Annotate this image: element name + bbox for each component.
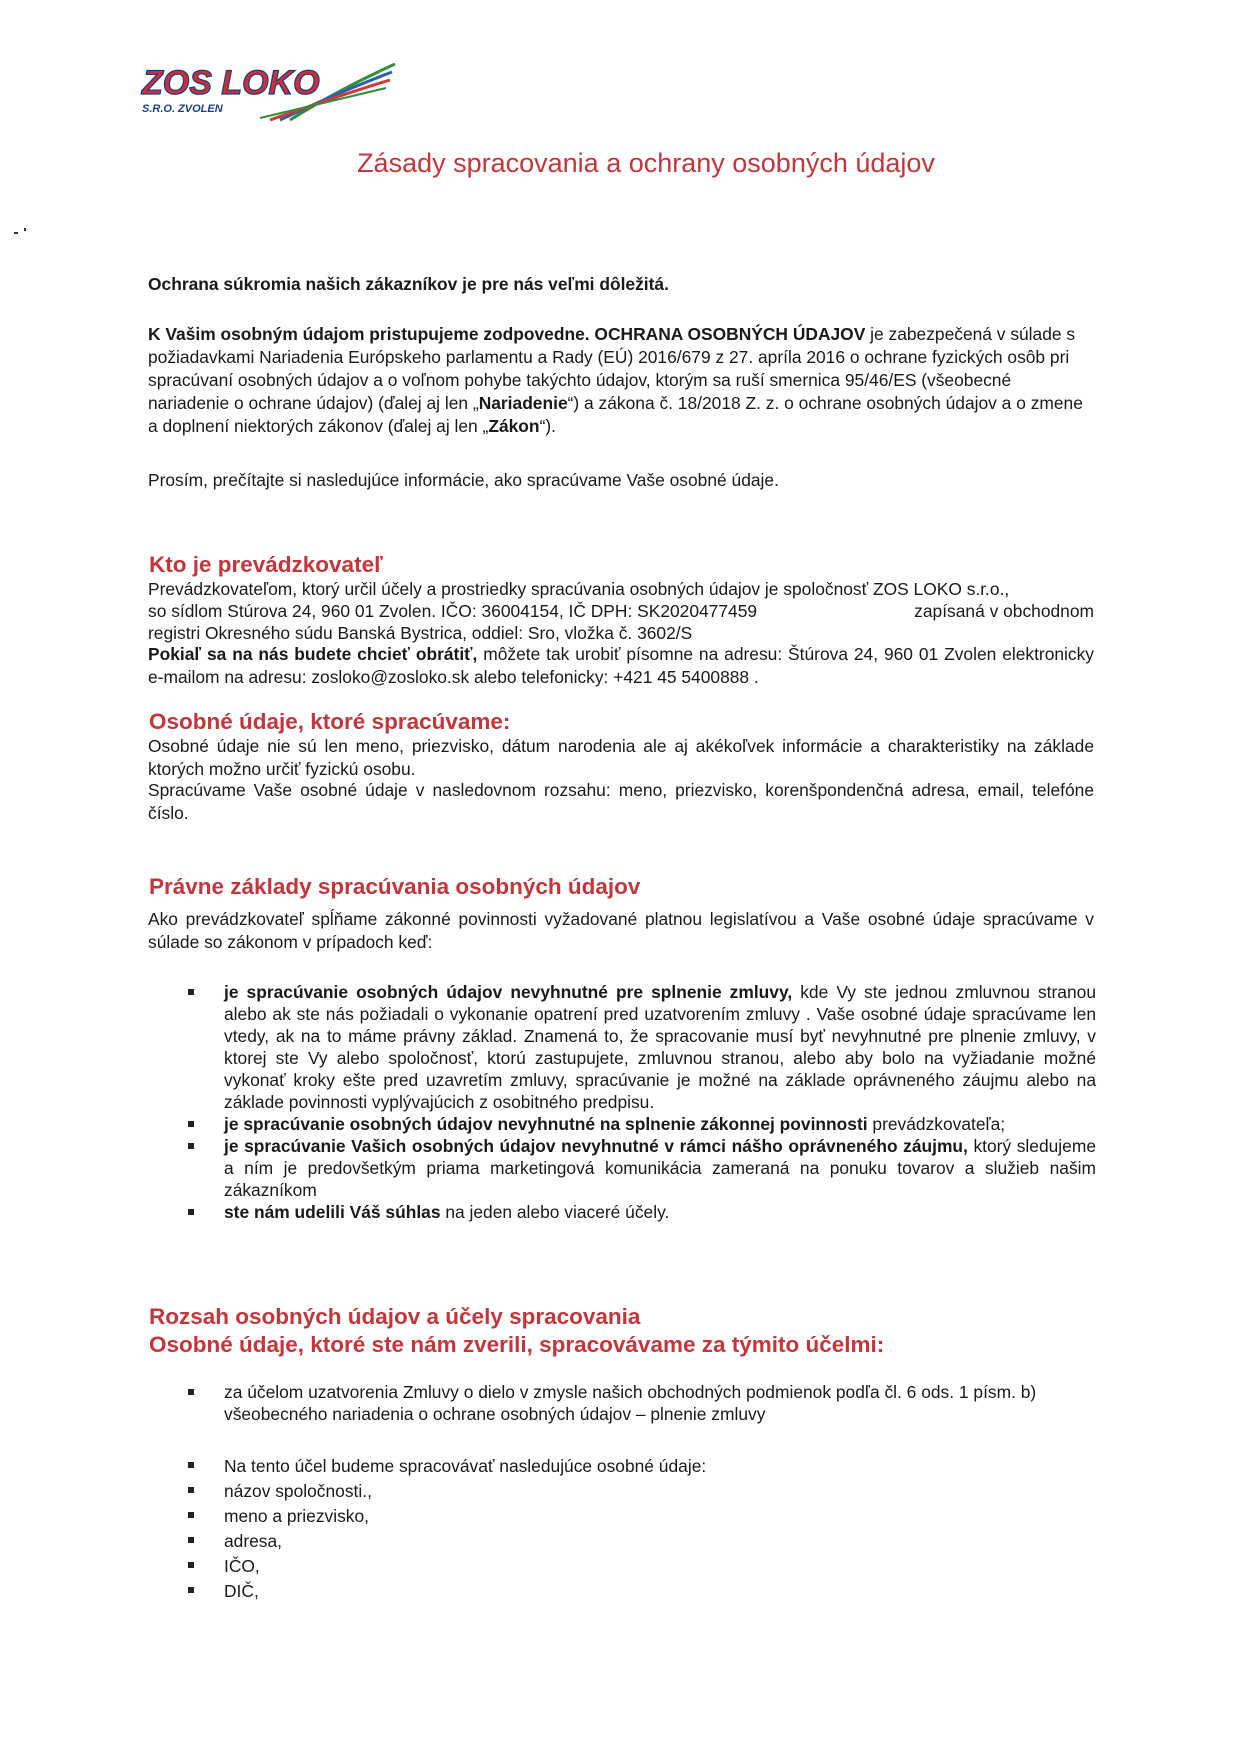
logo-subtitle-text: S.R.O. ZVOLEN [142, 103, 223, 115]
list-item: IČO, [186, 1554, 1096, 1579]
scope-data-list [186, 1454, 1096, 1604]
list-item [186, 1135, 1096, 1201]
logo-brand-text: ZOS LOKO [142, 64, 320, 102]
list-item-text: ktorý sledujeme a ním je predovšetkým priama marketingová komunikácia zameraná na ponuku tovarov a služieb našim zákazníkom [224, 1136, 1096, 1200]
scope-heading: Rozsah osobných údajov a účely spracovania [149, 1304, 641, 1329]
intro-bold-1: K Vašim osobným údajom pristupujeme zodpovedne. OCHRANA OSOBNÝCH ÚDAJOV [148, 324, 866, 344]
intro-bold-zakon: Zákon [488, 416, 540, 436]
scan-speck [14, 232, 18, 234]
legal-basis-heading: Právne základy spracúvania osobných údajov [149, 874, 641, 899]
list-item: meno a priezvisko, [186, 1504, 1096, 1529]
operator-line-1: Prevádzkovateľom, ktorý určil účely a prostriedky spracúvania osobných údajov je spoločnosť ZOS LOKO s.r.o., [148, 579, 1010, 599]
intro-text-3: “). [539, 416, 556, 436]
scan-speck [24, 228, 26, 231]
intro-paragraph [148, 323, 1094, 438]
scope-subheading: Osobné údaje, ktoré ste nám zverili, spracovávame za týmito účelmi: [149, 1332, 885, 1357]
operator-address-ids: so sídlom Stúrova 24, 960 01 Zvolen. IČO: 36004154, IČ DPH: SK2020477459 [148, 601, 758, 621]
list-item [186, 981, 1096, 1113]
list-item-bold: je spracúvanie Vašich osobných údajov nevyhnutné v rámci nášho oprávneného záujmu, [224, 1136, 968, 1156]
list-item [186, 1113, 1096, 1135]
list-item-bold: je spracúvanie osobných údajov nevyhnutné na splnenie zákonnej povinnosti [224, 1114, 868, 1134]
intro-read-paragraph: Prosím, prečítajte si nasledujúce informácie, ako spracúvame Vaše osobné údaje. [148, 470, 779, 490]
intro-text-1: je zabezpečená v súlade s požiadavkami Nariadenia Európskeho parlamentu a Rady (EÚ) 2016/679 z 27. apríla 2016 o ochrane fyzických osôb pri spracúvaní osobných údajov a o voľnom pohybe takýchto údajov, ktorým sa ruší smernica 95/46/ES (všeobecné nariadenie o ochrane údajov) (ďalej aj len „ [148, 324, 1076, 413]
operator-contact [148, 643, 1094, 689]
list-item-text: na jeden alebo viaceré účely. [440, 1202, 670, 1222]
list-item: DIČ, [186, 1579, 1096, 1604]
legal-basis-intro: Ako prevádzkovateľ spĺňame zákonné povinnosti vyžadované platnou legislatívou a Vaše osobné údaje spracúvame v súlade so zákonom v prípadoch keď: [148, 909, 1094, 952]
scope-purpose-list [186, 1381, 1096, 1425]
page-title: Zásady spracovania a ochrany osobných údajov [357, 148, 935, 178]
list-item-text: prevádzkovateľa; [867, 1114, 1006, 1134]
list-item: Na tento účel budeme spracovávať nasledujúce osobné údaje: [186, 1454, 1096, 1479]
personal-data-paragraph-1: Osobné údaje nie sú len meno, priezvisko, dátum narodenia ale aj akékoľvek informácie a charakteristiky na základe ktorých možno určiť fyzickú osobu. [148, 736, 1094, 779]
list-item: za účelom uzatvorenia Zmluvy o dielo v zmysle našich obchodných podmienok podľa čl. 6 ods. 1 písm. b) všeobecného nariadenia o ochrane osobných údajov – plnenie zmluvy [186, 1381, 1096, 1425]
personal-data-paragraph-2: Spracúvame Vaše osobné údaje v nasledovnom rozsahu: meno, priezvisko, korenšpondenčná adresa, email, telefóne číslo. [148, 780, 1094, 823]
operator-line-2 [148, 600, 1094, 623]
list-item [186, 1201, 1096, 1223]
list-item: názov spoločnosti., [186, 1479, 1096, 1504]
list-item-text: kde Vy ste jednou zmluvnou stranou alebo ak ste nás požiadali o vykonanie opatrení pred uzatvorením zmluvy . Vaše osobné údaje spracúvame len vtedy, ak na to máme právny základ. Znamená to, že spracovanie musí byť nevyhnutné pre plnenie zmluvy, v ktorej ste Vy alebo spoločnosť, ktorú zastupujete, zmluvnou stranou, alebo aby bolo na vyžiadanie možné vykonať kroky ešte pred uzavretím zmluvy, spracúvanie je možné na základe oprávneného záujmu alebo na základe povinnosti vyplývajúcich z osobitného predpisu. [224, 982, 1096, 1112]
intro-text-2: “) a zákona č. 18/2018 Z. z. o ochrane osobných údajov a o zmene a doplnení niektorých zákonov (ďalej aj len „ [148, 393, 1083, 436]
intro-bold-nariadenie: Nariadenie [478, 393, 568, 413]
operator-heading: Kto je prevádzkovateľ [149, 552, 383, 577]
operator-contact-bold: Pokiaľ sa na nás budete chcieť obrátiť, [148, 644, 478, 664]
zos-loko-logo [140, 58, 400, 124]
legal-basis-list [186, 981, 1096, 1223]
operator-registered: zapísaná v obchodnom [914, 601, 1094, 621]
intro-lead: Ochrana súkromia našich zákazníkov je pre nás veľmi dôležitá. [148, 274, 669, 294]
list-item-bold: je spracúvanie osobných údajov nevyhnutné pre splnenie zmluvy, [224, 982, 793, 1002]
operator-line-3: registri Okresného súdu Banská Bystrica, oddiel: Sro, vložka č. 3602/S [148, 623, 693, 643]
personal-data-heading: Osobné údaje, ktoré spracúvame: [149, 709, 511, 734]
operator-contact-text: môžete tak urobiť písomne na adresu: Štúrova 24, 960 01 Zvolen elektronicky e-mailom na adresu: zosloko@zosloko.sk alebo telefonicky: +421 45 5400888 . [148, 644, 1095, 687]
list-item-bold: ste nám udelili Váš súhlas [224, 1202, 441, 1222]
list-item: adresa, [186, 1529, 1096, 1554]
